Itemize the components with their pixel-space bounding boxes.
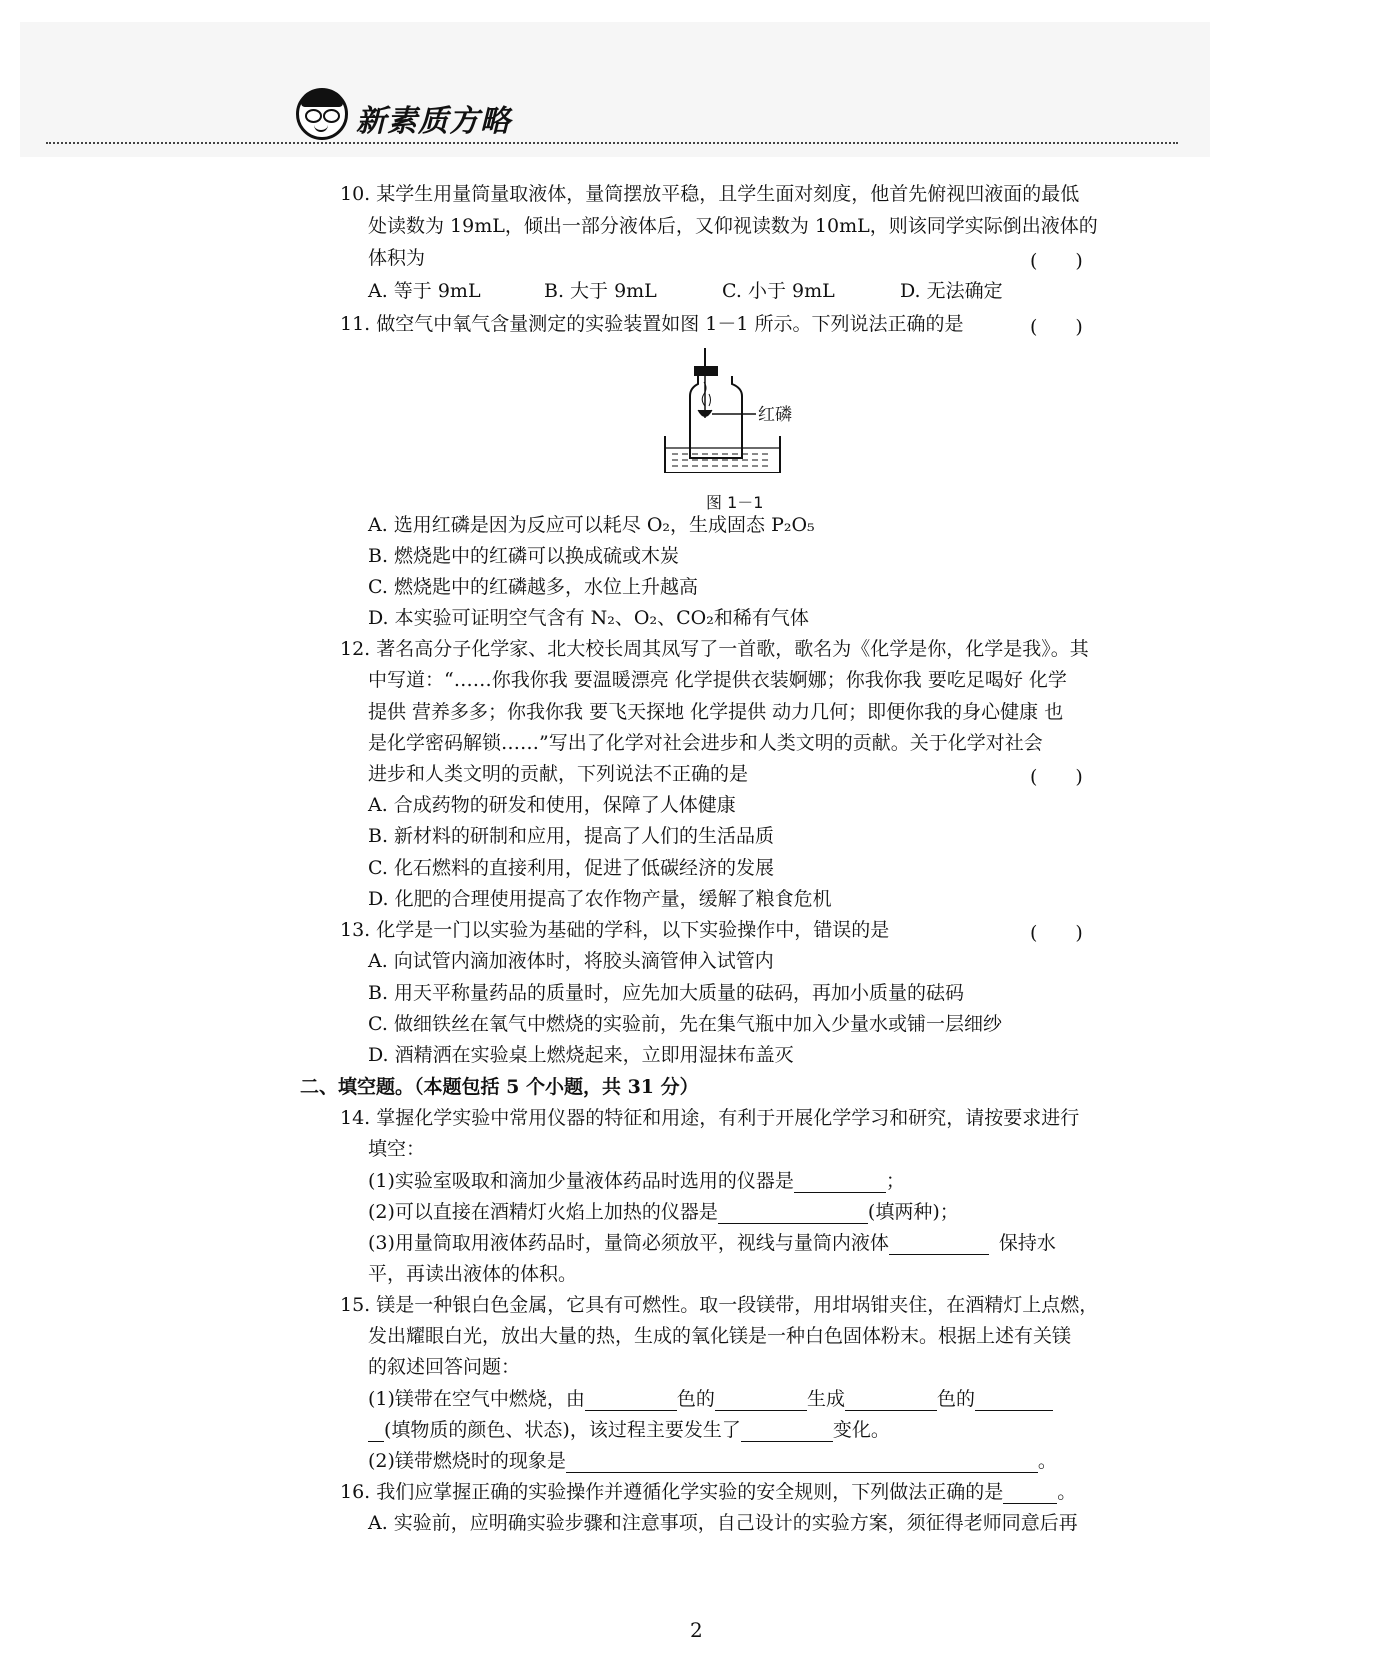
q15-part-1-t6: 变化。 — [832, 1419, 890, 1441]
q15-blank-4[interactable] — [975, 1390, 1053, 1411]
q12-line-2: 中写道：“……你我你我 要温暖漂亮 化学提供衣装婀娜；你我你我 要吃足喝好 化学 — [368, 669, 1067, 691]
q12-answer-paren[interactable]: ( ) — [1030, 766, 1083, 788]
q13-option-c: C. 做细铁丝在氧气中燃烧的实验前，先在集气瓶中加入少量水或铺一层细纱 — [368, 1013, 1002, 1035]
q12-option-a: A. 合成药物的研发和使用，保障了人体健康 — [368, 794, 736, 816]
q14-part-1-text: (1)实验室吸取和滴加少量液体药品时选用的仪器是 — [368, 1170, 794, 1192]
q10-line-2: 处读数为 19mL，倾出一部分液体后，又仰视读数为 10mL，则该同学实际倒出液体的 — [368, 215, 1098, 237]
q13-option-a: A. 向试管内滴加液体时，将胶头滴管伸入试管内 — [368, 950, 774, 972]
q10-line-1: 10. 某学生用量筒量取液体，量筒摆放平稳，且学生面对刻度，他首先俯视凹液面的最低 — [340, 183, 1080, 205]
q15-part-2 — [368, 1449, 1057, 1473]
q12-option-d: D. 化肥的合理使用提高了农作物产量，缓解了粮食危机 — [368, 888, 832, 910]
q13-answer-paren[interactable]: ( ) — [1030, 922, 1083, 944]
q14-part-3-end: 保持水 — [998, 1232, 1056, 1254]
q15-part-2-end: 。 — [1037, 1450, 1057, 1472]
q11-line-1: 11. 做空气中氧气含量测定的实验装置如图 1－1 所示。下列说法正确的是 — [340, 313, 964, 335]
q10-option-b: B. 大于 9mL — [544, 280, 657, 302]
q15-blank-5[interactable] — [741, 1421, 833, 1442]
q15-part-1-t2: 色的 — [676, 1388, 715, 1410]
q15-blank-1[interactable] — [585, 1390, 677, 1411]
q16-blank-1[interactable] — [1003, 1483, 1057, 1504]
q16-line-1 — [340, 1480, 1076, 1504]
apparatus-diagram — [660, 348, 820, 473]
q15-part-1-t3: 生成 — [806, 1388, 845, 1410]
q12-line-1: 12. 著名高分子化学家、北大校长周其凤写了一首歌，歌名为《化学是你，化学是我》。其 — [340, 638, 1089, 660]
q15-blank-3[interactable] — [845, 1390, 937, 1411]
q11-answer-paren[interactable]: ( ) — [1030, 316, 1083, 338]
q15-blank-2[interactable] — [715, 1390, 807, 1411]
q14-line-2: 填空： — [368, 1138, 426, 1160]
q10-line-3: 体积为 — [368, 247, 426, 269]
q15-blank-6[interactable] — [566, 1452, 1038, 1473]
q10-option-a: A. 等于 9mL — [368, 280, 481, 302]
red-phosphorus-label: 红磷 — [758, 405, 792, 425]
q15-part-1 — [368, 1387, 1053, 1411]
header-divider — [46, 142, 1178, 144]
q11-option-b: B. 燃烧匙中的红磷可以换成硫或木炭 — [368, 545, 680, 567]
q14-part-2-text: (2)可以直接在酒精灯火焰上加热的仪器是 — [368, 1201, 718, 1223]
q15-blank-4-cont[interactable] — [368, 1421, 384, 1442]
q15-part-1-t4: 色的 — [936, 1388, 975, 1410]
q15-line-1: 15. 镁是一种银白色金属，它具有可燃性。取一段镁带，用坩埚钳夹住，在酒精灯上点燃， — [340, 1294, 1099, 1316]
q15-part-2-text: (2)镁带燃烧时的现象是 — [368, 1450, 566, 1472]
brand-title: 新素质方略 — [356, 104, 511, 139]
q16-option-a: A. 实验前，应明确实验步骤和注意事项，自己设计的实验方案，须征得老师同意后再 — [368, 1512, 1078, 1534]
q13-line-1: 13. 化学是一门以实验为基础的学科，以下实验操作中，错误的是 — [340, 919, 890, 941]
q15-part-1-cont — [368, 1418, 890, 1442]
q14-blank-1[interactable] — [794, 1172, 886, 1193]
section-2-title: 二、填空题。（本题包括 5 个小题，共 31 分） — [300, 1076, 699, 1098]
q12-option-b: B. 新材料的研制和应用，提高了人们的生活品质 — [368, 825, 775, 847]
header-band — [20, 22, 1210, 157]
q16-line-1-text: 16. 我们应掌握正确的实验操作并遵循化学实验的安全规则，下列做法正确的是 — [340, 1481, 1004, 1503]
q14-part-3-text: (3)用量筒取用液体药品时，量筒必须放平，视线与量筒内液体 — [368, 1232, 889, 1254]
q13-option-d: D. 酒精洒在实验桌上燃烧起来，立即用湿抹布盖灭 — [368, 1044, 794, 1066]
q15-part-1-t5: (填物质的颜色、状态)，该过程主要发生了 — [384, 1419, 741, 1441]
q10-option-d: D. 无法确定 — [900, 280, 1003, 302]
mascot-logo-icon — [296, 88, 348, 140]
q14-line-1: 14. 掌握化学实验中常用仪器的特征和用途，有利于开展化学学习和研究，请按要求进行 — [340, 1107, 1080, 1129]
figure-caption: 图 1－1 — [706, 493, 764, 512]
q12-line-4: 是化学密码解锁……”写出了化学对社会进步和人类文明的贡献。关于化学对社会 — [368, 732, 1043, 754]
q15-line-3: 的叙述回答问题： — [368, 1356, 521, 1378]
q12-line-5: 进步和人类文明的贡献，下列说法不正确的是 — [368, 763, 749, 785]
apparatus-figure — [660, 348, 820, 473]
q10-answer-paren[interactable]: ( ) — [1030, 250, 1083, 272]
q12-option-c: C. 化石燃料的直接利用，促进了低碳经济的发展 — [368, 857, 774, 879]
q16-line-1-end: 。 — [1057, 1481, 1077, 1503]
q15-line-2: 发出耀眼白光，放出大量的热，生成的氧化镁是一种白色固体粉末。根据上述有关镁 — [368, 1325, 1072, 1347]
q14-part-2 — [368, 1200, 959, 1224]
q14-blank-3[interactable] — [889, 1234, 989, 1255]
q13-option-b: B. 用天平称量药品的质量时，应先加大质量的砝码，再加小质量的砝码 — [368, 982, 965, 1004]
q14-part-3 — [368, 1231, 1056, 1255]
q14-part-2-end: (填两种)； — [867, 1201, 959, 1223]
q15-part-1-text: (1)镁带在空气中燃烧，由 — [368, 1388, 585, 1410]
q14-part-1-end: ； — [885, 1170, 905, 1192]
q11-option-c: C. 燃烧匙中的红磷越多，水位上升越高 — [368, 576, 698, 598]
q10-option-c: C. 小于 9mL — [722, 280, 835, 302]
page-number: 2 — [690, 1618, 703, 1642]
q14-blank-2[interactable] — [718, 1203, 868, 1224]
q11-option-d: D. 本实验可证明空气含有 N₂、O₂、CO₂和稀有气体 — [368, 607, 809, 629]
q14-part-1 — [368, 1169, 905, 1193]
q11-option-a: A. 选用红磷是因为反应可以耗尽 O₂，生成固态 P₂O₅ — [368, 514, 815, 536]
q12-line-3: 提供 营养多多；你我你我 要飞天探地 化学提供 动力几何；即便你我的身心健康 也 — [368, 701, 1064, 723]
q14-part-3-cont: 平，再读出液体的体积。 — [368, 1263, 578, 1285]
